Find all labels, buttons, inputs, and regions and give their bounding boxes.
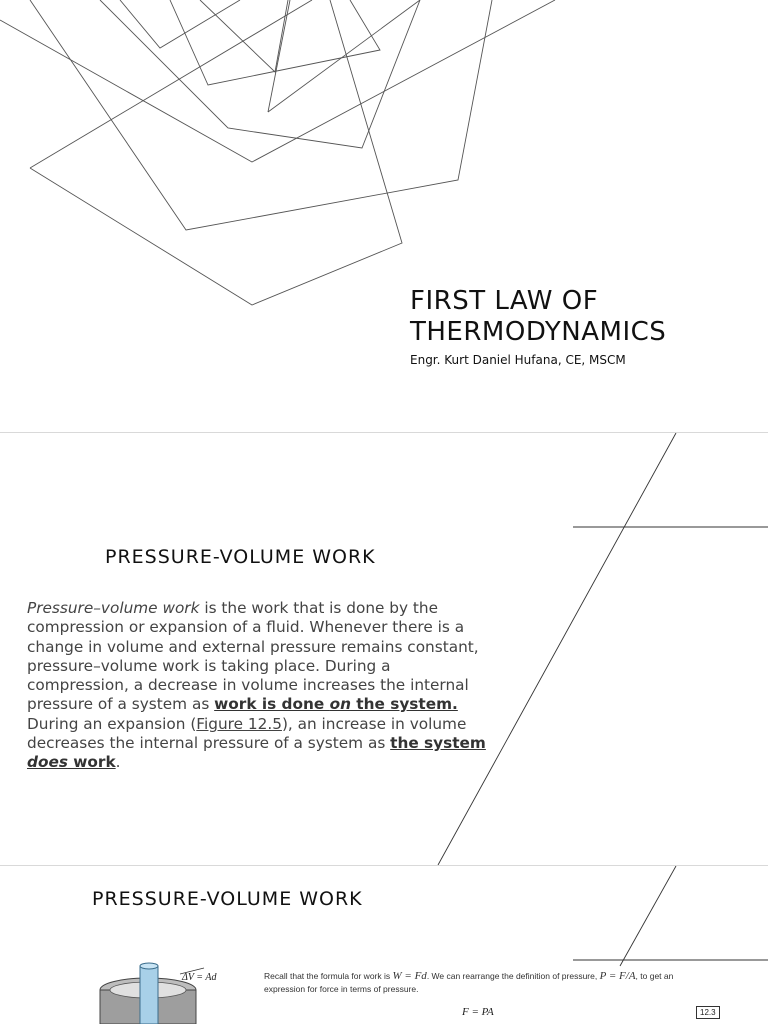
body-text-3: ), an increase in volume decreases the internal pressure of a system as [27, 714, 467, 753]
deco-line [30, 0, 312, 168]
note-text: Recall that the formula for work is [264, 971, 393, 981]
geometric-line-art [0, 0, 768, 432]
figure-label: ΔV = Ad [182, 972, 217, 983]
bold-text: the system [390, 734, 486, 753]
body-text-1: is the work that is done by the compression or expansion of a fluid. Whenever there is a change in volume and external pressure remains constant, pressure–volume work is taking place. During a compression, a decrease in volume increases the internal pressure of a system as [27, 599, 479, 714]
work-formula-note [264, 970, 704, 996]
deco-line [120, 0, 240, 48]
pressure-volume-slide-2 [0, 866, 768, 1024]
pressure-volume-slide [0, 433, 768, 865]
section-heading: PRESSURE-VOLUME WORK [92, 888, 363, 910]
work-formula: W = Fd [392, 970, 427, 982]
body-text-4: . [115, 753, 121, 772]
figure-link[interactable]: Figure 12.5 [196, 714, 282, 733]
bold-italic-text: does [27, 753, 68, 772]
body-text-2: During an expansion ( [27, 714, 197, 733]
bold-text: work [67, 753, 116, 772]
force-equation: F = PA [462, 1006, 494, 1018]
deco-line [30, 0, 492, 230]
bold-text: work is done [214, 695, 330, 714]
deco-line [268, 0, 420, 112]
deco-diagonal-line [620, 866, 676, 966]
presentation-title [410, 286, 666, 348]
section-heading: PRESSURE-VOLUME WORK [105, 546, 376, 568]
equation-number: 12.3 [696, 1006, 720, 1019]
deco-line [0, 0, 555, 162]
title-line-2: THERMODYNAMICS [410, 317, 667, 347]
note-text: . We can rearrange the definition of pressure, [426, 971, 600, 981]
note-text: , to get an expression for force in terms of pressure. [264, 971, 674, 994]
bold-phrase-1 [214, 695, 458, 713]
presenter-name: Engr. Kurt Daniel Hufana, CE, MSCM [410, 353, 626, 367]
term-italic: Pressure–volume work [27, 599, 200, 617]
bold-text: the system. [350, 695, 458, 714]
deco-line [268, 0, 290, 112]
bold-italic-text: on [329, 695, 351, 714]
deco-line [200, 0, 288, 72]
pressure-formula: P = F/A [599, 970, 636, 982]
title-slide [0, 0, 768, 432]
title-line-1: FIRST LAW OF [410, 286, 599, 316]
deco-line [30, 0, 402, 305]
body-paragraph [27, 599, 497, 773]
